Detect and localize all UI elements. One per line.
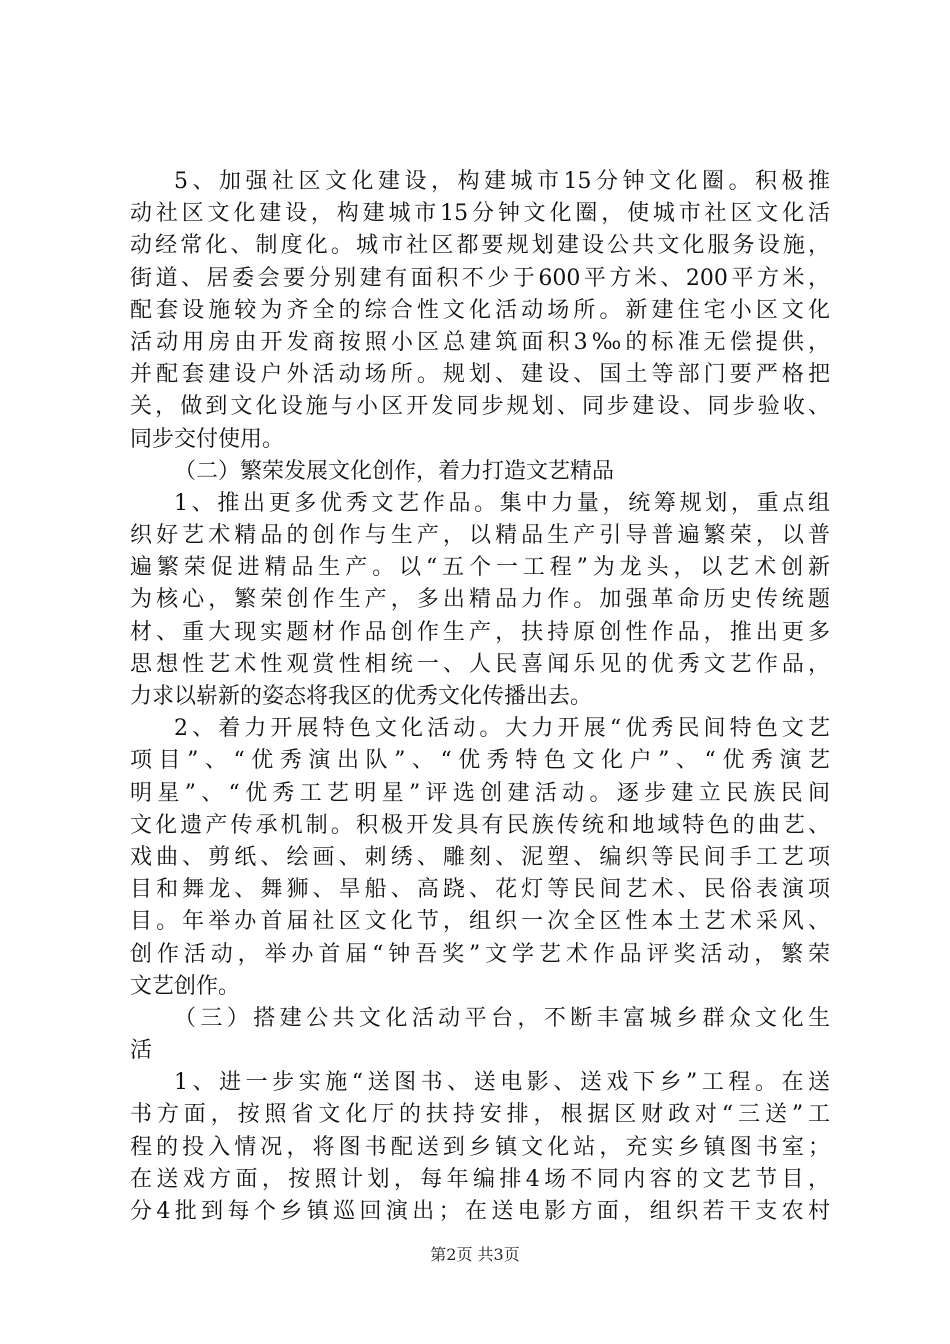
text-line: 并配套建设户外活动场所。规划、建设、国土等部门要严格把 [130, 362, 830, 388]
text-line: 文艺创作。 [130, 973, 241, 999]
text-line: 街道、居委会要分别建有面积不少于600平方米、200平方米， [130, 265, 830, 291]
text-line: 分4批到每个乡镇巡回演出；在送电影方面，组织若干支农村 [130, 1199, 830, 1224]
text-line: 遍繁荣促进精品生产。以“五个一工程”为龙头，以艺术创新 [130, 555, 830, 581]
text-line: 关，做到文化设施与小区开发同步规划、同步建设、同步验收、 [130, 394, 830, 420]
text-line: （二）繁荣发展文化创作，着力打造文艺精品 [174, 458, 615, 484]
text-line: 动社区文化建设，构建城市15分钟文化圈，使城市社区文化活 [130, 201, 830, 227]
text-line: （三）搭建公共文化活动平台，不断丰富城乡群众文化生 [174, 1005, 830, 1031]
text-line: 在送戏方面，按照计划，每年编排4场不同内容的文艺节目， [130, 1166, 830, 1192]
text-line: 明星”、“优秀工艺明星”评选创建活动。逐步建立民族民间 [130, 780, 830, 806]
text-line: 2、着力开展特色文化活动。大力开展“优秀民间特色文艺 [174, 716, 830, 742]
text-line: 活动用房由开发商按照小区总建筑面积3‰的标准无偿提供， [130, 329, 830, 355]
page-footer: 第2页 共3页 [430, 1245, 520, 1264]
text-line: 文化遗产传承机制。积极开发具有民族传统和地域特色的曲艺、 [130, 812, 830, 838]
text-line: 同步交付使用。 [130, 426, 285, 452]
text-line: 书方面，按照省文化厅的扶持安排，根据区财政对“三送”工 [130, 1102, 830, 1128]
text-line: 创作活动，举办首届“钟吾奖”文学艺术作品评奖活动，繁荣 [130, 941, 830, 967]
text-line: 程的投入情况，将图书配送到乡镇文化站，充实乡镇图书室； [130, 1134, 830, 1160]
text-line: 为核心，繁荣创作生产，多出精品力作。加强革命历史传统题 [130, 587, 830, 613]
text-line: 活 [130, 1038, 153, 1064]
text-line: 目和舞龙、舞狮、旱船、高跷、花灯等民间艺术、民俗表演项 [130, 877, 830, 903]
text-line: 项目”、“优秀演出队”、“优秀特色文化户”、“优秀演艺 [130, 748, 830, 774]
text-line: 动经常化、制度化。城市社区都要规划建设公共文化服务设施， [130, 233, 830, 259]
text-line: 目。年举办首届社区文化节，组织一次全区性本土艺术采风、 [130, 909, 830, 935]
text-line: 5、加强社区文化建设，构建城市15分钟文化圈。积极推 [174, 169, 830, 194]
text-line: 力求以崭新的姿态将我区的优秀文化传播出去。 [130, 684, 593, 709]
document-body [130, 166, 830, 1228]
text-line: 思想性艺术性观赏性相统一、人民喜闻乐见的优秀文艺作品， [130, 651, 830, 677]
text-line: 1、推出更多优秀文艺作品。集中力量，统筹规划，重点组 [174, 490, 830, 516]
text-line: 戏曲、剪纸、绘画、刺绣、雕刻、泥塑、编织等民间手工艺项 [130, 844, 830, 870]
text-line: 1、进一步实施“送图书、送电影、送戏下乡”工程。在送 [174, 1070, 830, 1096]
text-line: 材、重大现实题材作品创作生产，扶持原创性作品，推出更多 [130, 619, 830, 645]
text-line: 织好艺术精品的创作与生产，以精品生产引导普遍繁荣，以普 [130, 523, 830, 549]
text-line: 配套设施较为齐全的综合性文化活动场所。新建住宅小区文化 [130, 297, 830, 323]
